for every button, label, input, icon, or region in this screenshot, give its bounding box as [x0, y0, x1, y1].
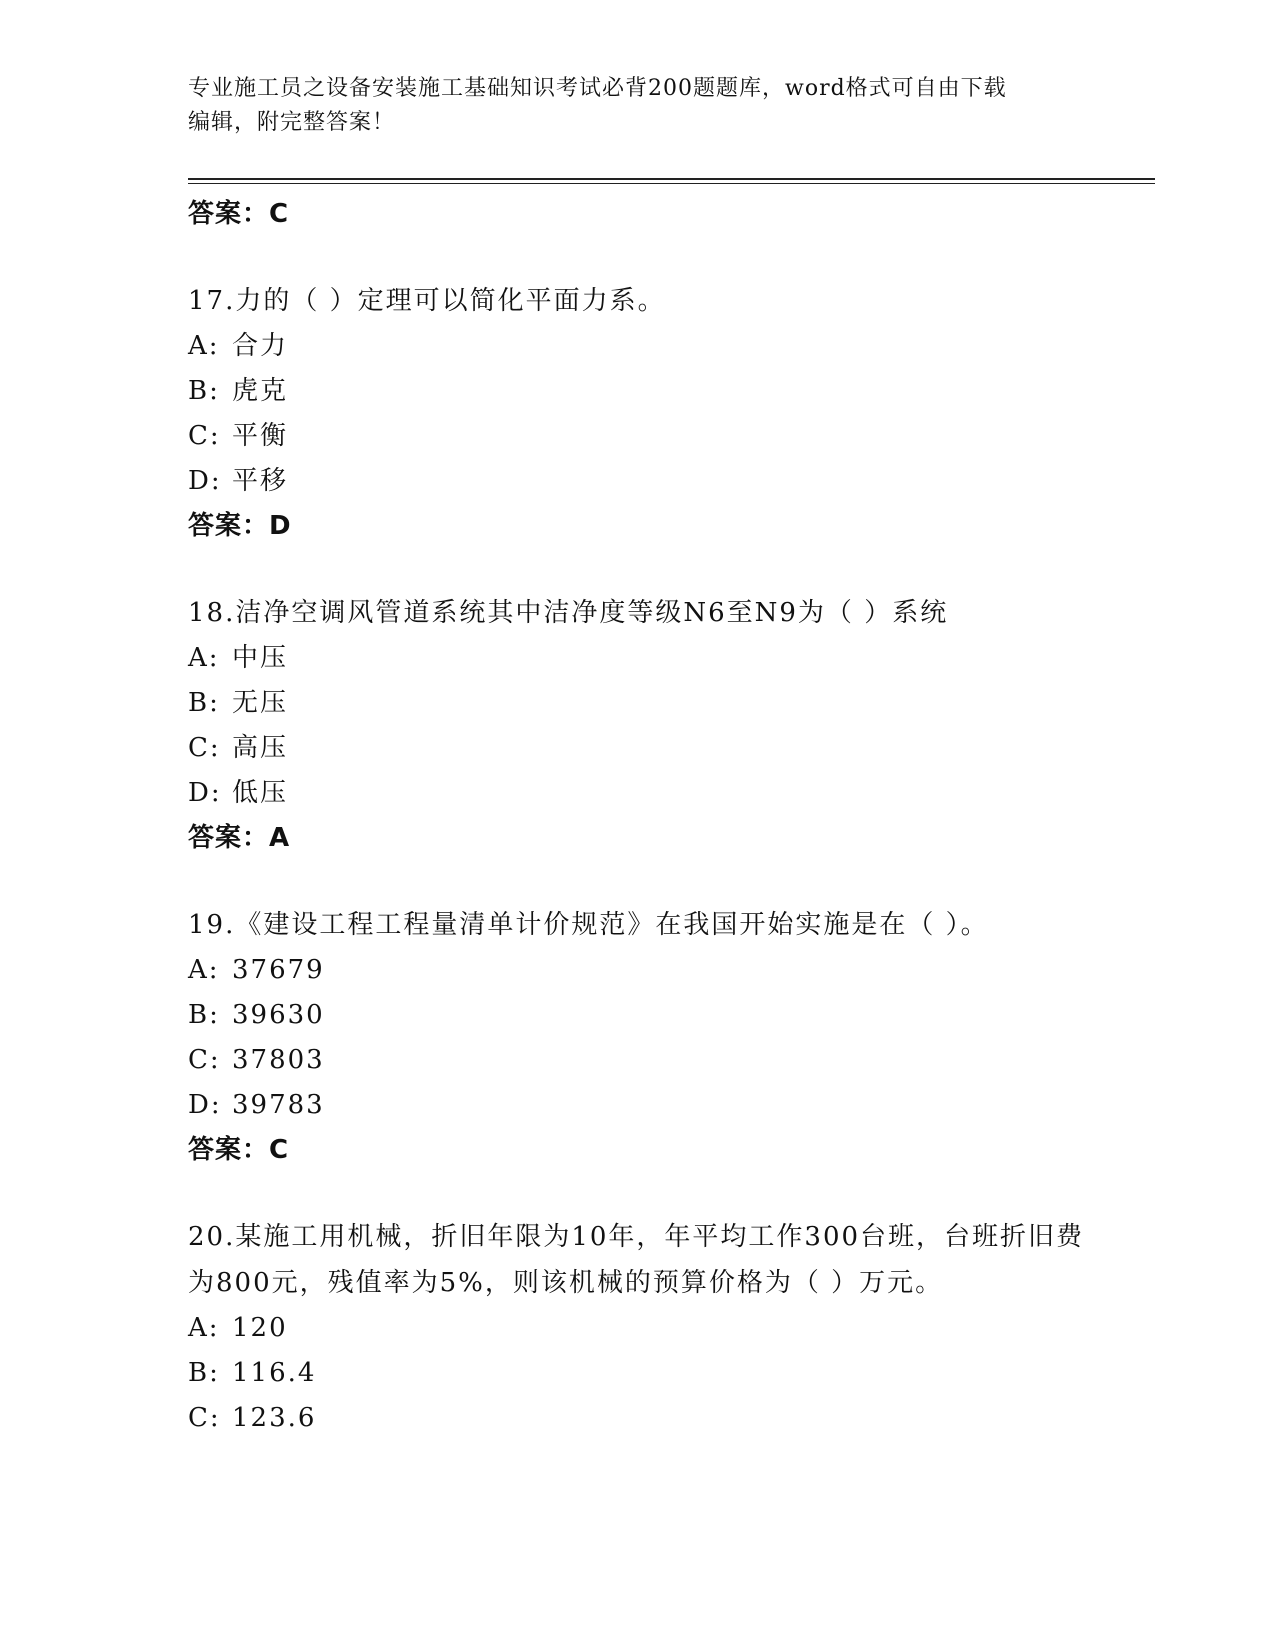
option-key: A:: [188, 331, 220, 361]
option-key: C:: [188, 1045, 221, 1075]
answer-option: [188, 459, 1088, 504]
question-answer: 答案：D: [188, 511, 292, 541]
option-text: 平移: [232, 466, 289, 496]
page-header: [188, 72, 1068, 140]
option-text: 高压: [232, 733, 289, 763]
option-text: 平衡: [232, 421, 289, 451]
answer-option: [188, 636, 1088, 681]
question-stem: 17.力的（ ）定理可以简化平面力系。: [188, 286, 666, 316]
option-key: D:: [188, 778, 222, 808]
question-stem: 20.某施工用机械，折旧年限为10年，年平均工作300台班，台班折旧费为800元，残值率为5%，则该机械的预算价格为（ ）万元。: [188, 1222, 1085, 1298]
question-answer: 答案：A: [188, 823, 291, 853]
option-key: B:: [188, 1000, 220, 1030]
answer-option: [188, 993, 1088, 1038]
question-answer: 答案：C: [188, 1135, 290, 1165]
question-block: [188, 1214, 1088, 1441]
answer-option: [188, 1351, 1088, 1396]
answer-option: [188, 369, 1088, 414]
option-key: B:: [188, 376, 220, 406]
option-text: 37803: [232, 1045, 325, 1075]
question-list: [188, 192, 1088, 1483]
answer-option: [188, 1083, 1088, 1128]
option-text: 39783: [232, 1090, 325, 1120]
header-title-line-2: 编辑，附完整答案！: [188, 110, 396, 135]
previous-question-answer: 答案：C: [188, 199, 290, 229]
option-text: 37679: [232, 955, 325, 985]
option-key: A:: [188, 955, 220, 985]
option-key: A:: [188, 1313, 220, 1343]
option-key: C:: [188, 1403, 221, 1433]
option-key: D:: [188, 1090, 222, 1120]
answer-option: [188, 1396, 1088, 1441]
option-key: C:: [188, 421, 221, 451]
option-text: 低压: [232, 778, 289, 808]
option-text: 中压: [232, 643, 289, 673]
option-text: 123.6: [232, 1403, 317, 1433]
question-stem: 19.《建设工程工程量清单计价规范》在我国开始实施是在（ ）。: [188, 910, 989, 940]
option-text: 120: [232, 1313, 288, 1343]
option-text: 合力: [232, 331, 289, 361]
header-divider-thin: [188, 183, 1155, 184]
option-key: B:: [188, 1358, 220, 1388]
answer-option: [188, 414, 1088, 459]
header-title-line-1: 专业施工员之设备安装施工基础知识考试必背200题题库，word格式可自由下载: [188, 76, 1007, 101]
option-key: D:: [188, 466, 222, 496]
answer-option: [188, 771, 1088, 816]
option-text: 116.4: [232, 1358, 317, 1388]
answer-option: [188, 681, 1088, 726]
question-stem: 18.洁净空调风管道系统其中洁净度等级N6至N9为（ ）系统: [188, 598, 949, 628]
question-block: [188, 590, 1088, 860]
answer-option: [188, 948, 1088, 993]
header-divider-thick: [188, 178, 1155, 180]
answer-option: [188, 726, 1088, 771]
answer-option: [188, 1038, 1088, 1083]
question-block: [188, 278, 1088, 548]
option-key: A:: [188, 643, 220, 673]
option-text: 39630: [232, 1000, 325, 1030]
answer-option: [188, 1306, 1088, 1351]
question-block: [188, 902, 1088, 1172]
option-key: B:: [188, 688, 220, 718]
option-text: 虎克: [232, 376, 289, 406]
answer-option: [188, 324, 1088, 369]
option-key: C:: [188, 733, 221, 763]
questions-container: [188, 278, 1088, 1441]
option-text: 无压: [232, 688, 289, 718]
